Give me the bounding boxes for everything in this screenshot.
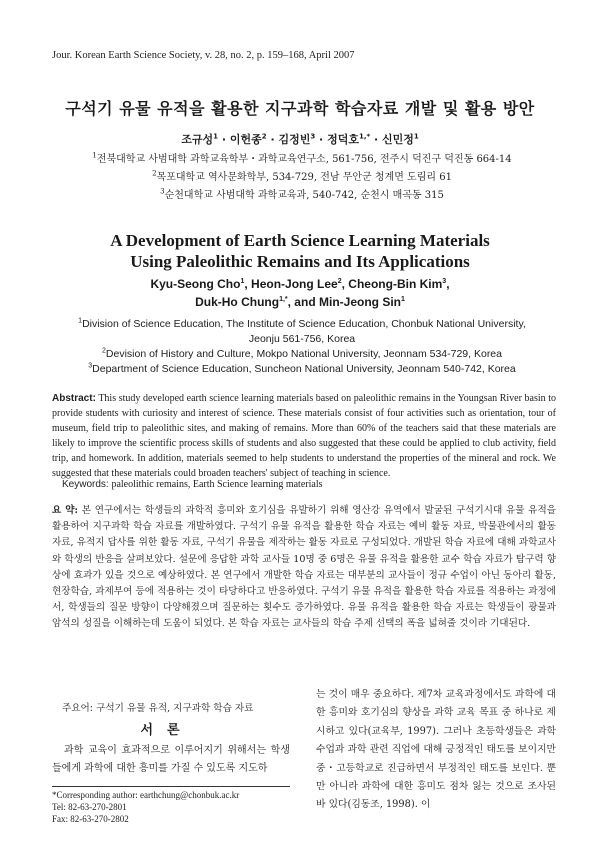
corresponding-author: *Corresponding author: earthchung@chonbuk.ac.kr: [52, 790, 240, 800]
author-separator: , and: [287, 295, 319, 309]
affiliation-number: 2: [102, 347, 106, 355]
author-name: 정덕호: [327, 133, 359, 146]
abstract-text: This study developed earth science learning materials based on paleolithic remains in the Youngsan River basin to provide students with curiosity and interest of science. These materials consist of four activities such as orientation, tour of museum, field trip to paleolithic sites, and making of remains. More than 60% of the teachers said that these materials are likely to improve the scientific process skills of students and also suggested that these could be applied to club activity, field trip, and homework. In addition, materials seemed to help students to understand the properties of the mineral and rock. We suggested that these materials could broaden teachers' subject of teaching in science.: [52, 393, 556, 479]
author-mark: 1,*: [358, 132, 371, 141]
author-mark: 3: [442, 278, 447, 285]
abstract: [52, 391, 556, 481]
author-mark: 2: [261, 132, 267, 141]
korean-authors: [0, 131, 600, 147]
keywords: [62, 479, 323, 490]
keywords-value: paleolithic remains, Earth Science learning materials: [111, 479, 323, 490]
author-mark: 2: [337, 278, 342, 285]
intro-right-paragraph: 는 것이 매우 중요하다. 제7차 교육과정에서도 과학에 대한 흥미와 호기심의 향상을 과학 교육 목표 중 하나로 제시하고 있다(교육부, 1997). 그러나 초등학생들은 과학수업과 과학 관련 직업에 대해 긍정적인 태도를 보이지만 중・고등학교로 진급하면서 부정적인 태도를 보인다. 뿐 만 아니라 과학에 대한 흥미도 점차 잃는 것으로 조사된 바 있다(김동조, 1998). 이: [316, 689, 556, 811]
english-authors: [0, 275, 600, 311]
author-mark: 1: [413, 132, 419, 141]
korean-keywords-value: 구석기 유물 유적, 지구과학 학습 자료: [96, 703, 254, 714]
fax: Fax: 82-63-270-2802: [52, 814, 129, 824]
journal-citation: Jour. Korean Earth Science Society, v. 28, no. 2, p. 159–168, April 2007: [52, 50, 355, 61]
korean-affiliations: [52, 151, 552, 205]
english-title-line: A Development of Earth Science Learning Materials: [110, 231, 490, 250]
author-mark: 1: [213, 132, 218, 141]
affiliation-line: [52, 169, 552, 187]
author-mark: 3: [310, 132, 316, 141]
author-separator: ·: [266, 133, 279, 146]
affiliation-text: Division of Science Education, The Institute of Science Education, Chonbuk National University,: [82, 318, 526, 330]
korean-title: 구석기 유물 유적을 활용한 지구과학 학습자료 개발 및 활용 방안: [65, 99, 535, 118]
author-mark: 1,*: [279, 296, 288, 303]
author-name: 김정빈: [278, 133, 311, 146]
korean-abstract-text: 본 연구에서는 학생들의 과학적 흥미와 호기심을 유발하기 위해 영산강 유역에서 발굴된 구석기시대 유물 유적을 활용하여 지구과학 학습 자료를 개발하였다. 구석기 유물 유적을 활용한 학습 자료는 예비 활동 자료, 박물관에서의 활동 자료, 유적지 답사를 위한 활동 자료, 구석기 유물을 제작하는 활동 자료로 구성되었다. 개발된 학습 자료에 대해 과학교사와 학생의 반응을 살펴보았다. 설문에 응답한 과학 교사들 10명 중 6명은 유물 유적을 활용한 교수 학습 자료가 탐구력 향상에 효과가 있을 것으로 예상하였다. 본 연구에서 개발한 학습 자료는 대부분의 교사들이 정규 수업이 아닌 동아리 활동, 현장학습, 과제부여 등에 적용하는 것이 타당하다고 반응하였다. 구석기 유물 유적을 활용한 학습 자료를 적용하는 과정에서, 학생들의 질문 방향이 다양해졌으며 질문하는 횟수도 증가하였다. 유물 유적을 활용한 학습 자료는 학생들이 광물과 암석의 성질을 이해하는데 도움이 되었다. 본 학습 자료는 교사들의 학습 주제 선택의 폭을 넓혀줄 것이라 기대된다.: [52, 505, 556, 630]
author-name: Cheong-Bin Kim: [348, 277, 443, 291]
footnote-divider: [52, 786, 290, 787]
english-title-line: Using Paleolithic Remains and Its Applications: [130, 252, 470, 271]
korean-abstract: [52, 503, 556, 633]
affiliation-number: 1: [92, 151, 97, 160]
affiliation-line: [52, 347, 552, 362]
author-name: Min-Jeong Sin: [318, 295, 401, 309]
english-title: [0, 230, 600, 272]
author-mark: 1: [400, 296, 405, 303]
author-separator: ,: [446, 277, 450, 291]
author-name: Duk-Ho Chung: [195, 295, 280, 309]
affiliation-text: 목포대학교 역사문화학부, 534-729, 전남 무안군 청계면 도림리 61: [156, 172, 452, 183]
author-name: Kyu-Seong Cho: [150, 277, 241, 291]
affiliation-number: 2: [152, 169, 157, 178]
korean-keywords: [62, 700, 253, 714]
author-mark: 1: [240, 278, 245, 285]
telephone: Tel: 82-63-270-2801: [52, 802, 127, 812]
author-separator: ,: [244, 277, 252, 291]
affiliation-number: 1: [78, 317, 83, 325]
affiliation-line: [52, 151, 552, 169]
korean-abstract-label: 요 약:: [52, 505, 79, 516]
author-separator: ,: [341, 277, 349, 291]
affiliation-text: 순천대학교 사범대학 과학교육과, 540-742, 순천시 매곡동 315: [164, 190, 444, 201]
author-name: Heon-Jong Lee: [251, 277, 338, 291]
author-name: 이헌종: [229, 133, 262, 146]
korean-keywords-label: 주요어:: [62, 703, 94, 714]
affiliation-line: [52, 362, 552, 377]
author-separator: ·: [370, 133, 382, 146]
intro-left-paragraph: 과학 교육이 효과적으로 이루어지기 위해서는 학생들에게 과학에 대한 흥미를 가질 수 있도록 지도하: [52, 745, 290, 774]
author-separator: ·: [218, 133, 230, 146]
abstract-label: Abstract:: [52, 393, 96, 404]
keywords-label: Keywords:: [62, 479, 109, 490]
footnotes: [52, 789, 239, 825]
affiliation-line: [52, 317, 552, 332]
english-authors-line: [0, 275, 600, 293]
author-separator: ·: [315, 133, 328, 146]
affiliation-line: [52, 187, 552, 205]
affiliation-number: 3: [88, 362, 93, 370]
affiliation-text: Devision of History and Culture, Mokpo National University, Jeonnam 534-729, Korea: [105, 348, 502, 360]
author-name: 신민정: [382, 133, 414, 146]
affiliation-number: 3: [160, 187, 165, 196]
english-affiliations: [52, 317, 552, 377]
affiliation-line: Jeonju 561-756, Korea: [248, 333, 356, 345]
section-heading: 서론: [140, 723, 194, 738]
author-name: 조규성: [181, 133, 214, 146]
english-authors-line: [0, 293, 600, 311]
affiliation-text: 전북대학교 사범대학 과학교육학부・과학교육연구소, 561-756, 전주시 덕진구 덕진동 664-14: [96, 154, 512, 165]
affiliation-text: Department of Science Education, Suncheon National University, Jeonnam 540-742, Korea: [92, 363, 516, 375]
